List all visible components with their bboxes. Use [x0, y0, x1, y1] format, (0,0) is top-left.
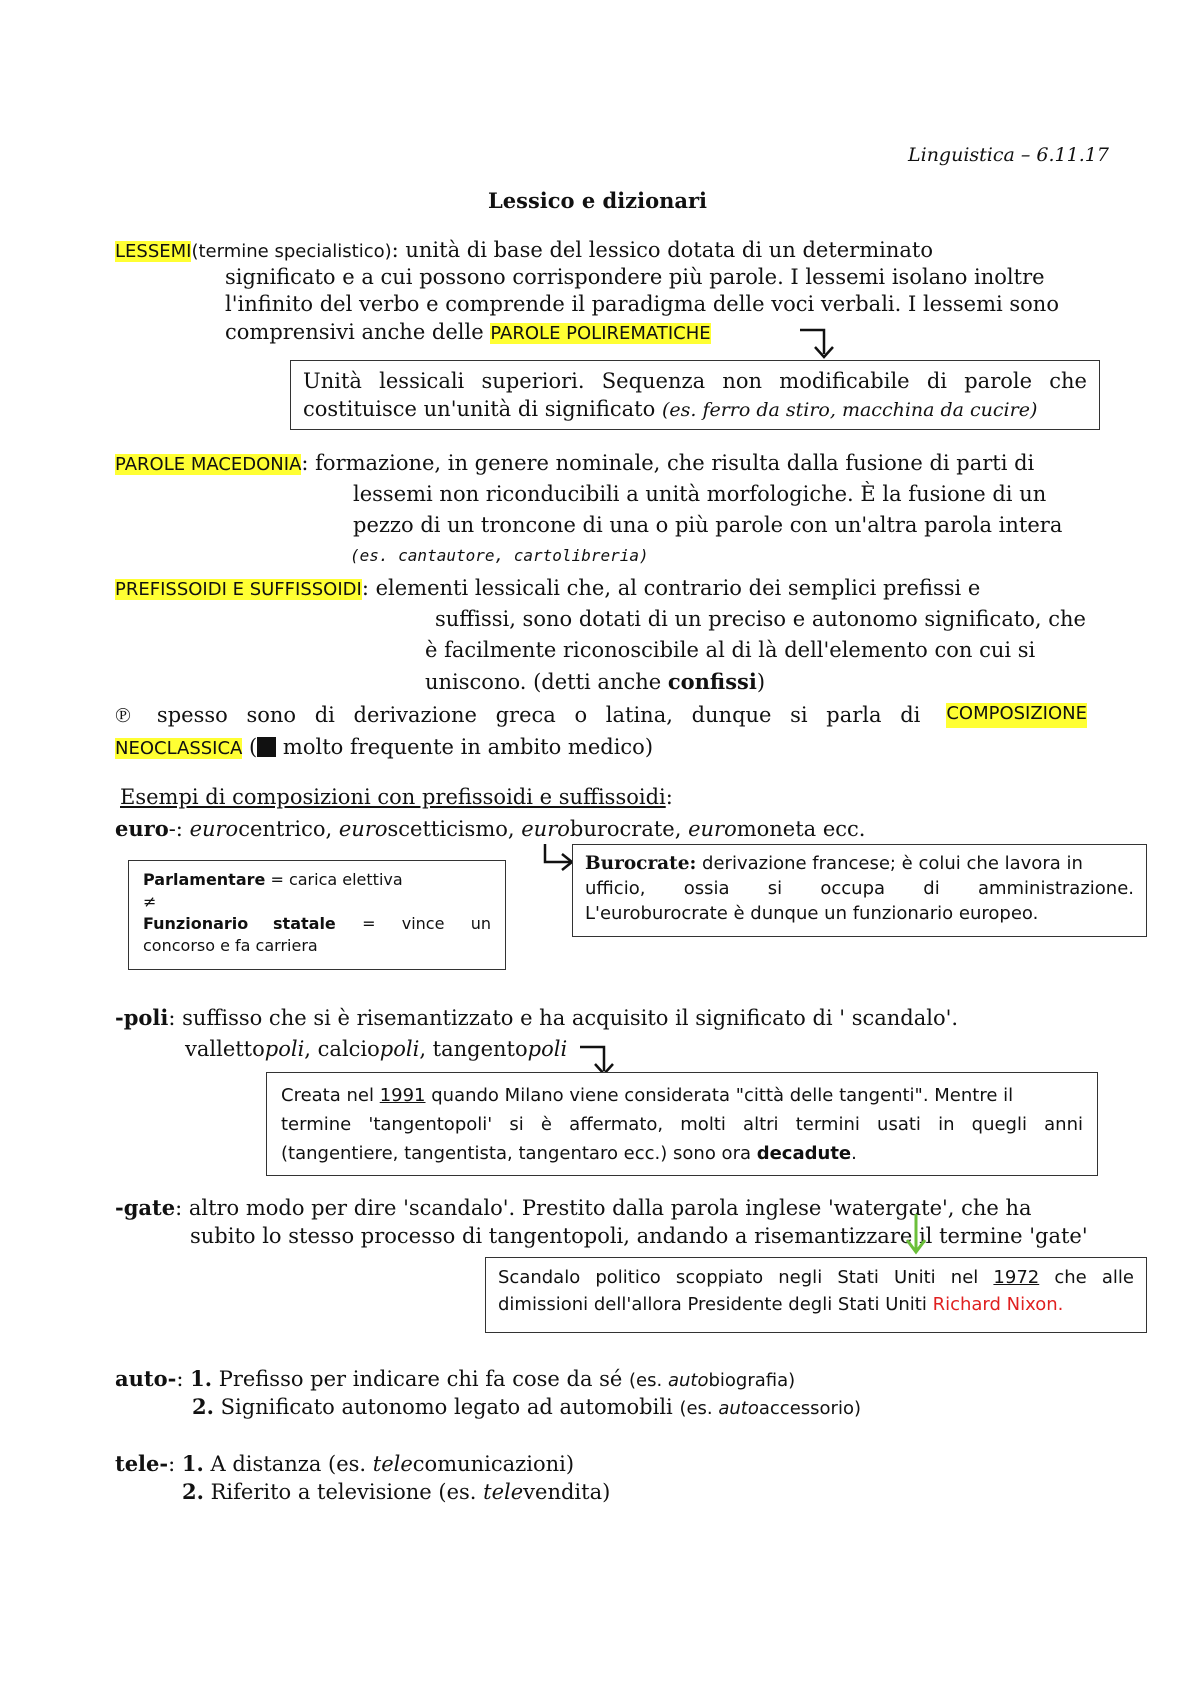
lessemi-line-2: significato e a cui possono corrispondere più parole. I lessemi isolano inoltre [225, 265, 1045, 289]
tele-number-1: 1. [181, 1451, 204, 1476]
macedonia-line-2: lessemi non riconducibili a unità morfologiche. È la fusione di un [353, 482, 1047, 506]
examples-heading-text: Esempi di composizioni con prefissoidi e suffissoidi [120, 785, 666, 809]
euro-line [115, 816, 866, 841]
euro-prefix: euro [688, 817, 737, 841]
macedonia-def-1: : formazione, in genere nominale, che risulta dalla fusione di parti di [301, 451, 1035, 475]
euro-word-rest: moneta ecc. [736, 817, 866, 841]
prefissoidi-def-4: uniscono. (detti anche [425, 670, 668, 694]
auto-ex1-prefix: auto [667, 1370, 709, 1391]
decadute-term: decadute [756, 1143, 852, 1164]
auto-example-1 [629, 1370, 795, 1391]
medical-square-icon [257, 737, 276, 757]
euro-words [190, 817, 866, 841]
tele-ex1-prefix: tele [372, 1452, 413, 1476]
parlamentare-term: Parlamentare [143, 870, 266, 889]
neoclassica-term: NEOCLASSICA [115, 738, 243, 759]
tangentopoli-line-2: termine 'tangentopoli' si è affermato, molti altri termini usati in quegli anni [281, 1114, 1083, 1135]
auto-number-1: 1. [190, 1366, 213, 1391]
confissi-term: confissi [667, 669, 757, 694]
euro-word-rest: scetticismo, [387, 817, 522, 841]
auto-label: auto- [115, 1366, 177, 1391]
macedonia-line-3: pezzo di un troncone di una o più parole con un'altra parola intera [353, 513, 1063, 537]
polirematiche-example: (es. ferro da stiro, macchina da cucire) [661, 399, 1038, 421]
tangentopoli-line-3 [281, 1139, 1083, 1168]
neoclassica-note-line-2 [115, 735, 653, 759]
polirematiche-box-line-2 [303, 395, 1087, 424]
turn-right-arrow-icon [540, 842, 576, 872]
euro-label: euro [115, 816, 169, 841]
euro-prefix: euro [338, 817, 388, 841]
watergate-line-1 [498, 1264, 1134, 1291]
tele-ex1-rest: comunicazioni) [412, 1452, 575, 1476]
tele-number-2: 2. [182, 1479, 204, 1504]
euro-prefix: euro [521, 817, 570, 841]
auto-ex2-rest: accessorio) [758, 1398, 861, 1419]
neoclassica-note-text: spesso sono di derivazione greca o latina, dunque si parla di [156, 703, 921, 727]
watergate-box [485, 1257, 1147, 1333]
date-header: Linguistica – 6.11.17 [908, 144, 1109, 166]
watergate-year: 1972 [993, 1267, 1040, 1288]
macedonia-line-1 [115, 451, 1034, 475]
polirematiche-box [290, 360, 1100, 430]
auto-colon: : [176, 1367, 191, 1391]
tangentopoli-box [266, 1072, 1098, 1176]
composizione-term: COMPOSIZIONE [946, 703, 1087, 728]
poli-word-stem: tangento [432, 1037, 528, 1061]
poli-word-sep: , [419, 1037, 433, 1061]
lessemi-line-4 [225, 320, 711, 344]
lessemi-line-1 [115, 238, 933, 262]
prefissoidi-line-4 [425, 669, 765, 694]
burocrate-line-3: L'euroburocrate è dunque un funzionario europeo. [585, 903, 1039, 924]
auto-ex2-open: (es. [679, 1398, 719, 1419]
neoclassica-rest: molto frequente in ambito medico) [276, 735, 654, 759]
lessemi-def-1: : unità di base del lessico dotata di un determinato [391, 238, 933, 262]
burocrate-box [572, 844, 1147, 937]
lessemi-qualifier: (termine specialistico) [191, 241, 392, 262]
neoclassica-open: ( [242, 735, 258, 759]
auto-number-2: 2. [192, 1394, 214, 1419]
burocrate-line-1 [585, 851, 1134, 876]
not-equal-sign: ≠ [143, 892, 157, 911]
euro-word-rest: centrico, [238, 817, 339, 841]
tele-colon: : [168, 1452, 182, 1476]
gate-line-1 [115, 1195, 1032, 1220]
polirematiche-term: PAROLE POLIREMATICHE [490, 323, 711, 344]
tele-item-1: A distanza (es. [203, 1452, 373, 1476]
tele-ex2-prefix: tele [483, 1480, 524, 1504]
auto-ex1-open: (es. [629, 1370, 668, 1391]
gate-def-1: : altro modo per dire 'scandalo'. Prestito dalla parola inglese 'watergate', che ha [175, 1196, 1032, 1220]
watergate-text-2: dimissioni dell'allora Presidente degli Stati Uniti [498, 1294, 933, 1315]
tangentopoli-text-3: (tangentiere, tangentista, tangentaro ecc.) sono ora [281, 1143, 757, 1164]
auto-item-1: Prefisso per indicare chi fa cose da sé [212, 1367, 630, 1391]
poli-definition: : suffisso che si è risemantizzato e ha acquisito il significato di ' scandalo'. [168, 1006, 959, 1030]
euro-sep: -: [168, 817, 190, 841]
tangentopoli-line-1 [281, 1081, 1083, 1110]
gate-label: -gate [115, 1195, 176, 1220]
examples-heading-colon: : [665, 785, 673, 809]
watergate-line-2 [498, 1291, 1134, 1318]
poli-label: -poli [115, 1005, 169, 1030]
lessemi-line-3: l'infinito del verbo e comprende il paradigma delle voci verbali. I lessemi sono [225, 292, 1059, 316]
funzionario-def: = vince un [335, 914, 492, 933]
auto-item-2: Significato autonomo legato ad automobili [213, 1395, 680, 1419]
turn-down-arrow-icon [798, 326, 838, 360]
gate-line-2: subito lo stesso processo di tangentopoli, andando a risemantizzare il termine 'gate' [190, 1224, 1088, 1248]
poli-word-stem: valletto [185, 1037, 265, 1061]
poli-examples [185, 1037, 567, 1061]
poli-word-suffix: poli [264, 1037, 305, 1061]
tele-item-2: Riferito a televisione (es. [203, 1480, 484, 1504]
tangentopoli-text-1: Creata nel [281, 1085, 380, 1106]
funzionario-line [143, 913, 491, 935]
parlamentare-line [143, 869, 491, 891]
prefissoidi-def-1: : elementi lessicali che, al contrario dei semplici prefissi e [361, 576, 981, 600]
funzionario-line-2: concorso e fa carriera [143, 936, 318, 955]
tangentopoli-year: 1991 [379, 1085, 426, 1106]
auto-line-1 [115, 1366, 795, 1391]
auto-ex1-rest: biografia) [708, 1370, 796, 1391]
auto-ex2-prefix: auto [718, 1398, 759, 1419]
auto-example-2 [679, 1398, 861, 1419]
macedonia-example: (es. cantautore, cartolibreria) [350, 546, 649, 565]
watergate-text-1b: che alle [1039, 1267, 1134, 1288]
burocrate-def-1: derivazione francese; è colui che lavora in [696, 853, 1083, 874]
tele-ex2-rest: vendita) [523, 1480, 611, 1504]
prefissoidi-line-1 [115, 576, 980, 600]
tele-line-1 [115, 1451, 574, 1476]
tele-line-2 [182, 1479, 610, 1504]
page-title: Lessico e dizionari [488, 188, 708, 213]
prefissoidi-term: PREFISSOIDI E SUFFISSOIDI [115, 579, 362, 600]
poli-word-sep: , [304, 1037, 318, 1061]
prefissoidi-def-4-end: ) [756, 670, 766, 694]
prefissoidi-line-3: è facilmente riconoscibile al di là dell'elemento con cui si [425, 638, 1036, 662]
prefissoidi-line-2: suffissi, sono dotati di un preciso e autonomo significato, che [435, 607, 1086, 631]
polirematiche-box-line-1: Unità lessicali superiori. Sequenza non modificabile di parole che [303, 369, 1087, 393]
examples-heading [120, 785, 673, 809]
macedonia-term: PAROLE MACEDONIA [115, 454, 302, 475]
parlamentare-box [128, 860, 506, 970]
lessemi-def-4: comprensivi anche delle [225, 320, 491, 344]
polirematiche-box-text: costituisce un'unità di significato [303, 397, 662, 421]
parlamentare-def: = carica elettiva [265, 870, 403, 889]
nixon-name: Richard Nixon. [932, 1294, 1064, 1315]
burocrate-term: Burocrate: [585, 853, 697, 874]
euro-word-rest: burocrate, [569, 817, 689, 841]
auto-line-2 [192, 1394, 861, 1419]
pencil-symbol-icon: ℗ [115, 703, 131, 727]
green-down-arrow-icon [904, 1212, 928, 1256]
burocrate-line-2: ufficio, ossia si occupa di amministrazione. [585, 878, 1134, 899]
lessemi-term: LESSEMI [115, 241, 192, 262]
poli-word-stem: calcio [317, 1037, 380, 1061]
tangentopoli-text-3-end: . [851, 1143, 857, 1164]
poli-line [115, 1005, 958, 1030]
poli-word-suffix: poli [527, 1037, 568, 1061]
neoclassica-note-line-1 [115, 703, 1087, 728]
euro-prefix: euro [189, 817, 239, 841]
poli-word-suffix: poli [379, 1037, 420, 1061]
tangentopoli-text-1b: quando Milano viene considerata "città delle tangenti". Mentre il [425, 1085, 1014, 1106]
funzionario-term: Funzionario statale [143, 914, 336, 933]
watergate-text-1: Scandalo politico scoppiato negli Stati Uniti nel [498, 1267, 994, 1288]
tele-label: tele- [115, 1451, 169, 1476]
